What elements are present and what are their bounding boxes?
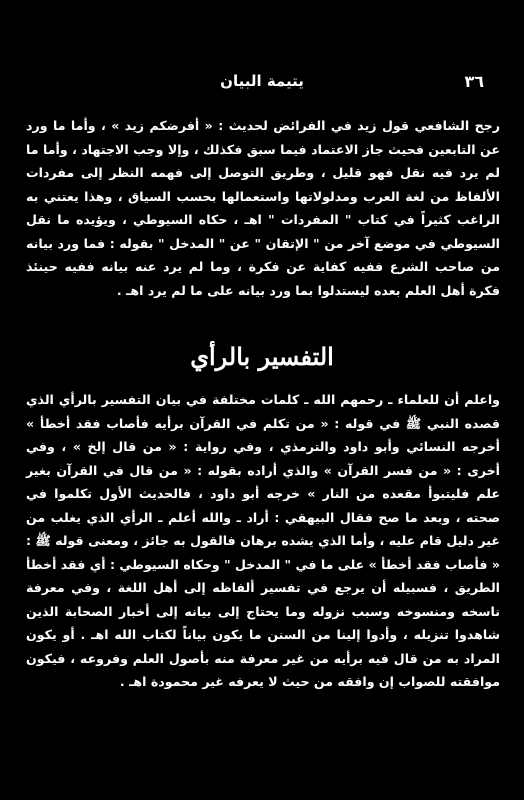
section-heading: التفسير بالرأي [190, 342, 334, 371]
body-paragraph-1: رجح الشافعي قول زيد في الفرائض لحديث : « أفرضكم زيد » ، وأما ما ورد عن التابعين فحيث جاز الاعتماد فيما سبق فكذلك ، وإلا وجب الاجتهاد ، وأما ما لم يرد فيه نقل فهو قليل ، وطريق التوصل إلى فهمه النظر إلى مفردات الألفاظ من لغة العرب ومدلولاتها واستعمالها بحسب السياق ، وهذا يعتني به الراغب كثيراً في كتاب " المفردات " اهـ ، حكاه السيوطي ، ويؤيده ما نقل السيوطي في موضع آخر من " الإتقان " عن " المدخل " بقوله : فما ورد بيانه من صاحب الشرع ففيه كفاية عن فكرة ، وما لم يرد عنه بيانه ففيه حينئذ فكرة أهل العلم بعده ليستدلوا بما ورد بيانه على ما لم يرد اهـ . [26, 118, 500, 298]
page-header [40, 72, 484, 96]
running-title: يتيمة البيان [220, 72, 304, 90]
body-paragraph-2: واعلم أن للعلماء ـ رحمهم الله ـ كلمات مختلفة في بيان التفسير بالرأي الذي قصده النبي ﷺ في قوله : « من تكلم في القرآن برأيه فأصاب فقد أخطأ » أخرجه النسائي وأبو داود والترمذي ، وفي رواية : « من قال إلخ » ، وفي أخرى : « من فسر القرآن » والذي أراده بقوله : « من قال في القرآن بغير علم فليتبوأ مقعده من النار » خرجه أبو داود ، فالحديث الأول تكلموا في صحته ، وبعد ما صح فقال البيهقي : أراد ـ والله أعلم ـ الرأي الذي يغلب من غير دليل قام عليه ، وأما الذي يشده برهان فالقول به جائز ، ومعنى قوله ﷺ : « فأصاب فقد أخطأ » على ما في " المدخل " وحكاه السيوطي : أي فقد أخطأ الطريق ، فسبيله أن يرجع في تفسير ألفاظه إلى أهل اللغة ، وفي معرفة ناسخه ومنسوخه وسبب نزوله وما يحتاج إلى بيانه إلى أخبار الصحابة الذين شاهدوا تنزيله ، وأدوا إلينا من السنن ما يكون بياناً لكتاب الله اهـ . أو يكون المراد به من قال فيه برأيه من غير معرفة منه بأصول العلم وفروعه ، فيكون موافقته للصواب إن وافقه من حيث لا يعرفه غير محمودة اهـ . [26, 392, 500, 689]
page-number: ٣٦ [464, 72, 484, 91]
